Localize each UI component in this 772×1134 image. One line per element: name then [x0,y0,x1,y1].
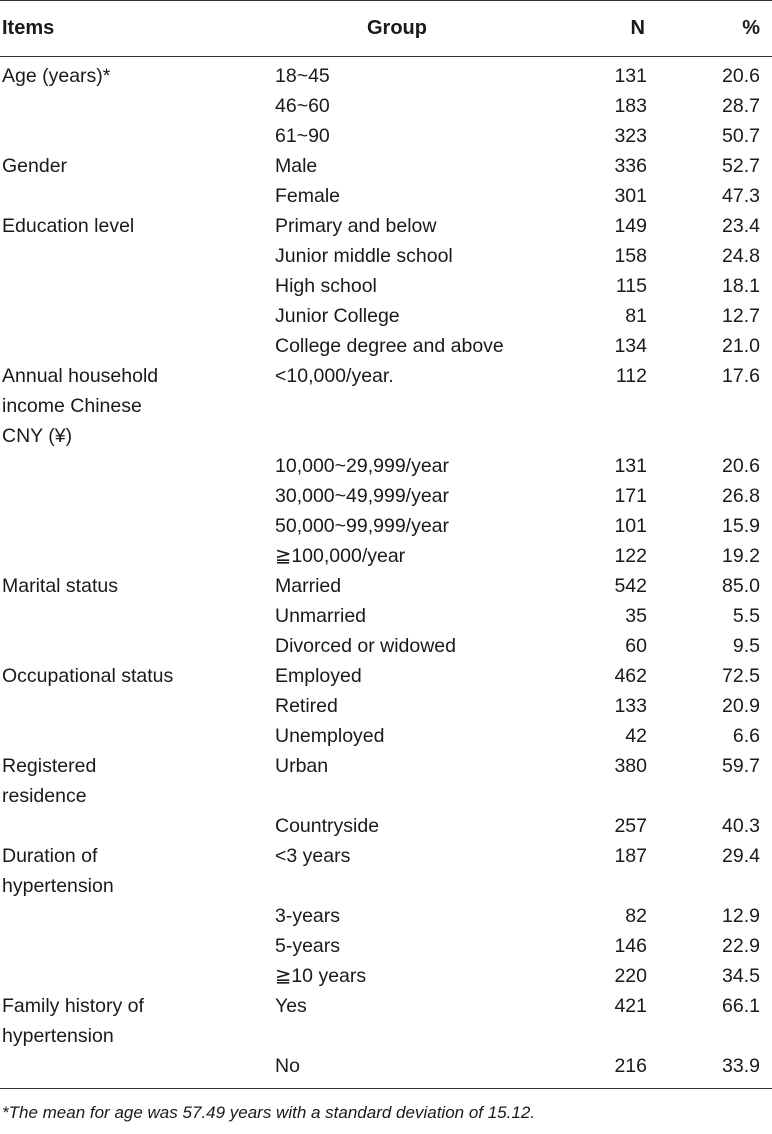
table-row [0,57,772,92]
cell-item [0,571,275,601]
cell-group: High school [275,275,377,297]
cell-item [0,57,275,92]
cell-group: Employed [275,665,362,687]
item-label: Family history of hypertension [2,995,144,1047]
table-row [0,181,772,211]
header-row [0,1,772,57]
table-row [0,151,772,181]
cell-percent: 26.8 [722,485,760,507]
cell-percent: 29.4 [722,845,760,867]
cell-item [0,811,275,841]
cell-percent: 21.0 [722,335,760,357]
cell-item [0,961,275,991]
table-row [0,271,772,301]
table-row [0,631,772,661]
cell-item [0,751,275,811]
cell-item [0,181,275,211]
table-row [0,481,772,511]
cell-group: Married [275,575,342,597]
cell-percent: 12.9 [722,905,760,927]
cell-group: <3 years [275,845,351,867]
table-footnote: *The mean for age was 57.49 years with a standard deviation of 15.12. [2,1103,535,1122]
cell-group: Junior middle school [275,245,453,267]
header-group: Group [275,1,575,57]
cell-n: 187 [614,845,647,867]
cell-percent: 20.6 [722,65,760,87]
cell-percent: 22.9 [722,935,760,957]
cell-percent: 12.7 [722,305,760,327]
cell-n: 42 [625,725,647,747]
cell-item [0,841,275,901]
table-row [0,691,772,721]
table-row [0,841,772,901]
cell-item [0,91,275,121]
cell-n: 421 [614,995,647,1017]
cell-percent: 34.5 [722,965,760,987]
cell-item [0,211,275,241]
table-row [0,211,772,241]
table-row [0,751,772,811]
item-label: Annual household income Chinese CNY (¥) [2,365,159,447]
cell-percent: 18.1 [722,275,760,297]
cell-n: 134 [614,335,647,357]
table-row [0,241,772,271]
cell-n: 301 [614,185,647,207]
cell-group: Junior College [275,305,400,327]
cell-item [0,451,275,481]
cell-n: 146 [614,935,647,957]
item-label: Marital status [2,575,118,597]
cell-n: 380 [614,755,647,777]
cell-n: 112 [615,365,647,387]
cell-group: 10,000~29,999/year [275,455,450,477]
table-row [0,511,772,541]
table-row [0,91,772,121]
cell-n: 115 [615,275,647,297]
table-row [0,661,772,691]
cell-n: 158 [614,245,647,267]
cell-n: 216 [575,1051,675,1089]
table-row [0,331,772,361]
cell-n: 101 [614,515,647,537]
cell-percent: 20.6 [722,455,760,477]
cell-item [0,301,275,331]
cell-item [0,691,275,721]
cell-percent: 15.9 [722,515,760,537]
item-label: Duration of hypertension [2,845,114,897]
cell-n: 131 [614,65,647,87]
item-label: Education level [2,215,135,237]
cell-item [0,331,275,361]
header-percent: % [675,1,772,57]
cell-group: Unmarried [275,605,367,627]
cell-percent: 28.7 [722,95,760,117]
cell-n: 131 [614,455,647,477]
cell-group: College degree and above [275,335,504,357]
cell-percent: 50.7 [722,125,760,147]
cell-item [0,511,275,541]
cell-percent: 66.1 [722,995,760,1017]
cell-group: Retired [275,695,338,717]
cell-group: 3-years [275,905,341,927]
table-row [0,931,772,961]
table-row [0,1051,772,1089]
cell-percent: 72.5 [722,665,760,687]
cell-item [0,991,275,1051]
cell-percent: 24.8 [722,245,760,267]
cell-group: No [275,1051,575,1089]
cell-n: 149 [614,215,647,237]
cell-percent: 59.7 [722,755,760,777]
cell-item [0,601,275,631]
cell-group: 46~60 [275,95,330,117]
cell-percent: 19.2 [722,545,760,567]
cell-item [0,721,275,751]
cell-group: Yes [275,995,307,1017]
cell-group: Unemployed [275,725,385,747]
cell-n: 323 [614,125,647,147]
cell-n: 462 [614,665,647,687]
table-body [0,57,772,1089]
cell-percent: 33.9 [675,1051,772,1089]
cell-n: 183 [614,95,647,117]
cell-percent: 40.3 [722,815,760,837]
cell-percent: 47.3 [722,185,760,207]
cell-n: 336 [614,155,647,177]
cell-group: 61~90 [275,125,330,147]
table-row [0,121,772,151]
cell-item [0,271,275,301]
cell-n: 171 [614,485,647,507]
cell-item [0,631,275,661]
table-row [0,571,772,601]
table-row [0,961,772,991]
cell-percent: 5.5 [732,605,760,627]
cell-item [0,1051,275,1089]
table-row [0,811,772,841]
cell-percent: 52.7 [722,155,760,177]
item-label: Occupational status [2,665,174,687]
table-row [0,541,772,571]
cell-group: 30,000~49,999/year [275,485,450,507]
header-n: N [575,1,675,57]
cell-item [0,661,275,691]
cell-item [0,541,275,571]
cell-item [0,931,275,961]
cell-group: <10,000/year. [275,365,394,387]
cell-n: 81 [625,305,647,327]
cell-percent: 17.6 [722,365,760,387]
table-row [0,451,772,481]
cell-n: 35 [625,605,647,627]
table-row [0,301,772,331]
cell-group: 18~45 [275,65,330,87]
item-label: Registered residence [2,755,97,807]
cell-group: 5-years [275,935,341,957]
cell-percent: 20.9 [722,695,760,717]
cell-n: 82 [625,905,647,927]
cell-group: Countryside [275,815,380,837]
cell-group: Female [275,185,341,207]
cell-group: Urban [275,755,329,777]
cell-n: 257 [614,815,647,837]
cell-item [0,361,275,451]
table-header [0,1,772,57]
cell-group: ≧10 years [275,965,367,987]
cell-group: Male [275,155,318,177]
cell-group: Primary and below [275,215,437,237]
cell-n: 133 [614,695,647,717]
cell-group: ≧100,000/year [275,545,406,567]
cell-group: 50,000~99,999/year [275,515,450,537]
cell-item [0,241,275,271]
cell-n: 60 [625,635,647,657]
cell-percent: 6.6 [732,725,760,747]
cell-n: 542 [614,575,647,597]
cell-item [0,481,275,511]
cell-n: 220 [614,965,647,987]
cell-item [0,121,275,151]
cell-percent: 85.0 [722,575,760,597]
cell-n: 122 [614,545,647,567]
header-items: Items [0,1,275,57]
cell-item [0,151,275,181]
table-row [0,601,772,631]
cell-item [0,901,275,931]
table-row [0,721,772,751]
cell-group: Divorced or widowed [275,635,456,657]
table-row [0,361,772,451]
table-row [0,991,772,1051]
table-row [0,901,772,931]
cell-percent: 9.5 [732,635,760,657]
item-label: Gender [2,155,68,177]
item-label: Age (years)* [2,65,111,87]
cell-percent: 23.4 [722,215,760,237]
